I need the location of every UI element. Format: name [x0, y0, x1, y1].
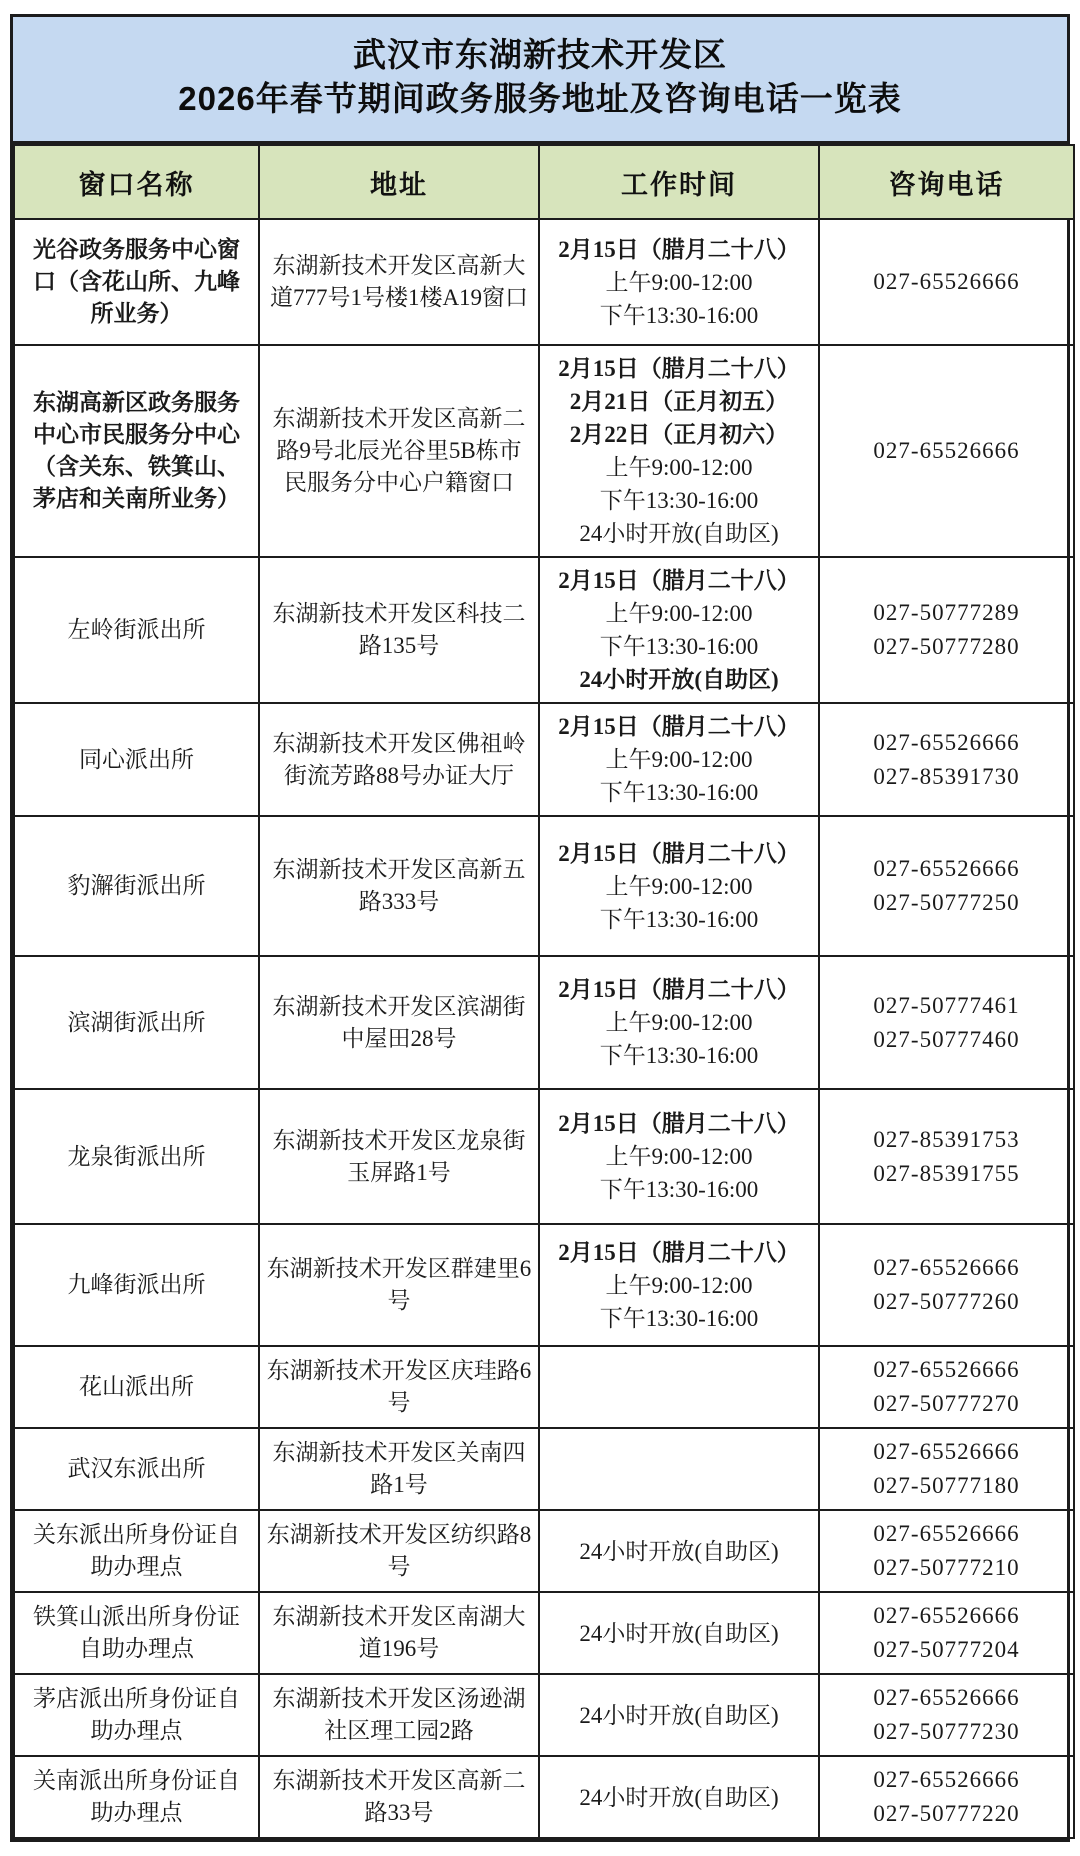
- address-cell: 东湖新技术开发区滨湖街中屋田28号: [259, 956, 539, 1089]
- phone-number: 027-50777280: [873, 634, 1020, 659]
- address-cell: 东湖新技术开发区汤逊湖社区理工园2路: [259, 1674, 539, 1756]
- phone-number: 027-50777230: [873, 1719, 1020, 1744]
- address-cell: 东湖新技术开发区庆珪路6号: [259, 1346, 539, 1428]
- phone-cell: [819, 1592, 1074, 1674]
- header-row: [14, 145, 1074, 219]
- phone-number: 027-50777210: [873, 1555, 1020, 1580]
- table-row: [14, 1756, 1074, 1838]
- work-time-cell: [539, 703, 819, 816]
- address-cell: 东湖新技术开发区高新二路33号: [259, 1756, 539, 1838]
- work-time-cell: [539, 557, 819, 703]
- schedule-line: 2月15日（腊月二十八）: [558, 568, 800, 593]
- window-name-cell: 茅店派出所身份证自助办理点: [14, 1674, 259, 1756]
- window-name-cell: 花山派出所: [14, 1346, 259, 1428]
- phone-number: 027-65526666: [873, 1521, 1020, 1546]
- phone-number: 027-50777250: [873, 890, 1020, 915]
- schedule-line: 上午9:00-12:00: [605, 1272, 753, 1298]
- column-header: 咨询电话: [819, 145, 1074, 219]
- schedule-line: 24小时开放(自助区): [579, 667, 779, 692]
- schedule-line: 24小时开放(自助区): [579, 521, 779, 546]
- table-row: [14, 1224, 1074, 1346]
- page-title-line1: 武汉市东湖新技术开发区: [353, 36, 727, 73]
- phone-number: 027-50777460: [873, 1026, 1020, 1052]
- schedule-line: 上午9:00-12:00: [605, 873, 753, 899]
- window-name-cell: 铁箕山派出所身份证自助办理点: [14, 1592, 259, 1674]
- work-time-cell: [539, 1674, 819, 1756]
- schedule-line: 2月21日（正月初五）: [569, 389, 789, 414]
- phone-cell: [819, 816, 1074, 956]
- phone-number: 027-50777220: [873, 1801, 1020, 1826]
- schedule-line: 下午13:30-16:00: [599, 906, 759, 932]
- address-cell: 东湖新技术开发区纺织路8号: [259, 1510, 539, 1592]
- work-time-cell: [539, 1346, 819, 1428]
- work-time-cell: [539, 1510, 819, 1592]
- phone-number: 027-50777204: [873, 1637, 1020, 1662]
- window-name-cell: 滨湖街派出所: [14, 956, 259, 1089]
- table-row: [14, 1428, 1074, 1510]
- address-cell: 东湖新技术开发区南湖大道196号: [259, 1592, 539, 1674]
- phone-number: 027-65526666: [873, 729, 1020, 755]
- address-cell: 东湖新技术开发区科技二路135号: [259, 557, 539, 703]
- page-title: [13, 17, 1067, 144]
- work-time-cell: [539, 816, 819, 956]
- work-time-cell: [539, 1224, 819, 1346]
- window-name-cell: 龙泉街派出所: [14, 1089, 259, 1224]
- phone-number: 027-65526666: [873, 1603, 1020, 1628]
- address-cell: 东湖新技术开发区高新五路333号: [259, 816, 539, 956]
- window-name-cell: 光谷政务服务中心窗口（含花山所、九峰所业务）: [14, 219, 259, 345]
- phone-number: 027-50777260: [873, 1289, 1020, 1314]
- table-row: [14, 557, 1074, 703]
- work-time-cell: [539, 1089, 819, 1224]
- schedule-line: 上午9:00-12:00: [605, 747, 753, 772]
- schedule-line: 2月15日（腊月二十八）: [558, 977, 800, 1002]
- table-row: [14, 1089, 1074, 1224]
- phone-cell: [819, 1674, 1074, 1756]
- column-header: 窗口名称: [14, 145, 259, 219]
- schedule-line: 上午9:00-12:00: [605, 269, 753, 295]
- phone-number: 027-65526666: [873, 856, 1020, 881]
- schedule-line: 2月15日（腊月二十八）: [558, 840, 800, 866]
- table-row: [14, 219, 1074, 345]
- schedule-line: 2月15日（腊月二十八）: [558, 1239, 800, 1265]
- schedule-line: 下午13:30-16:00: [599, 302, 759, 328]
- schedule-line: 24小时开放(自助区): [579, 1784, 779, 1810]
- column-header: 地址: [259, 145, 539, 219]
- phone-number: 027-65526666: [873, 1767, 1020, 1792]
- address-cell: 东湖新技术开发区高新二路9号北辰光谷里5B栋市民服务分中心户籍窗口: [259, 345, 539, 557]
- phone-cell: [819, 1089, 1074, 1224]
- address-cell: 东湖新技术开发区群建里6号: [259, 1224, 539, 1346]
- phone-number: 027-65526666: [873, 1357, 1020, 1382]
- phone-cell: [819, 1510, 1074, 1592]
- phone-number: 027-50777461: [873, 992, 1020, 1018]
- table-row: [14, 816, 1074, 956]
- table-body: [14, 219, 1074, 1838]
- window-name-cell: 豹澥街派出所: [14, 816, 259, 956]
- table-row: [14, 345, 1074, 557]
- phone-number: 027-85391753: [873, 1126, 1020, 1152]
- table-row: [14, 1674, 1074, 1756]
- phone-number: 027-50777180: [873, 1473, 1020, 1498]
- schedule-line: 24小时开放(自助区): [579, 1538, 779, 1564]
- schedule-line: 下午13:30-16:00: [599, 1305, 759, 1331]
- schedule-line: 下午13:30-16:00: [599, 488, 759, 513]
- window-name-cell: 武汉东派出所: [14, 1428, 259, 1510]
- service-notice-sheet: [10, 14, 1070, 1842]
- schedule-line: 上午9:00-12:00: [605, 455, 753, 480]
- window-name-cell: 九峰街派出所: [14, 1224, 259, 1346]
- phone-number: 027-85391755: [873, 1160, 1020, 1186]
- window-name-cell: 东湖高新区政务服务中心市民服务分中心（含关东、铁箕山、茅店和关南所业务）: [14, 345, 259, 557]
- phone-cell: [819, 703, 1074, 816]
- work-time-cell: [539, 1756, 819, 1838]
- schedule-line: 上午9:00-12:00: [605, 1010, 753, 1035]
- phone-number: 027-65526666: [873, 1685, 1020, 1710]
- phone-number: 027-65526666: [873, 1439, 1020, 1464]
- schedule-line: 下午13:30-16:00: [599, 1043, 759, 1068]
- work-time-cell: [539, 1592, 819, 1674]
- schedule-line: 2月15日（腊月二十八）: [558, 356, 800, 381]
- window-name-cell: 关东派出所身份证自助办理点: [14, 1510, 259, 1592]
- phone-cell: [819, 345, 1074, 557]
- table-row: [14, 1346, 1074, 1428]
- address-cell: 东湖新技术开发区佛祖岭街流芳路88号办证大厅: [259, 703, 539, 816]
- address-cell: 东湖新技术开发区关南四路1号: [259, 1428, 539, 1510]
- window-name-cell: 同心派出所: [14, 703, 259, 816]
- schedule-line: 2月15日（腊月二十八）: [558, 1111, 800, 1136]
- work-time-cell: [539, 345, 819, 557]
- phone-number: 027-65526666: [873, 438, 1020, 463]
- column-header: 工作时间: [539, 145, 819, 219]
- phone-cell: [819, 557, 1074, 703]
- phone-number: 027-65526666: [873, 269, 1020, 294]
- phone-cell: [819, 1346, 1074, 1428]
- service-table: [13, 144, 1075, 1839]
- table-row: [14, 703, 1074, 816]
- schedule-line: 下午13:30-16:00: [599, 1177, 759, 1202]
- schedule-line: 2月15日（腊月二十八）: [558, 714, 800, 739]
- window-name-cell: 关南派出所身份证自助办理点: [14, 1756, 259, 1838]
- phone-cell: [819, 956, 1074, 1089]
- window-name-cell: 左岭街派出所: [14, 557, 259, 703]
- page-title-line2: 2026年春节期间政务服务地址及咨询电话一览表: [178, 80, 902, 117]
- phone-cell: [819, 219, 1074, 345]
- phone-cell: [819, 1428, 1074, 1510]
- schedule-line: 24小时开放(自助区): [579, 1702, 779, 1728]
- table-row: [14, 1592, 1074, 1674]
- phone-number: 027-85391730: [873, 763, 1020, 789]
- schedule-line: 下午13:30-16:00: [599, 780, 759, 805]
- phone-cell: [819, 1756, 1074, 1838]
- schedule-line: 下午13:30-16:00: [599, 634, 759, 659]
- work-time-cell: [539, 1428, 819, 1510]
- work-time-cell: [539, 956, 819, 1089]
- schedule-line: 上午9:00-12:00: [605, 1144, 753, 1169]
- schedule-line: 2月22日（正月初六）: [569, 422, 789, 447]
- phone-number: 027-50777289: [873, 600, 1020, 625]
- schedule-line: 上午9:00-12:00: [605, 601, 753, 626]
- address-cell: 东湖新技术开发区高新大道777号1号楼1楼A19窗口: [259, 219, 539, 345]
- schedule-line: 24小时开放(自助区): [579, 1620, 779, 1646]
- table-row: [14, 1510, 1074, 1592]
- address-cell: 东湖新技术开发区龙泉街玉屏路1号: [259, 1089, 539, 1224]
- phone-number: 027-50777270: [873, 1391, 1020, 1416]
- work-time-cell: [539, 219, 819, 345]
- phone-cell: [819, 1224, 1074, 1346]
- table-row: [14, 956, 1074, 1089]
- phone-number: 027-65526666: [873, 1255, 1020, 1280]
- schedule-line: 2月15日（腊月二十八）: [558, 236, 800, 262]
